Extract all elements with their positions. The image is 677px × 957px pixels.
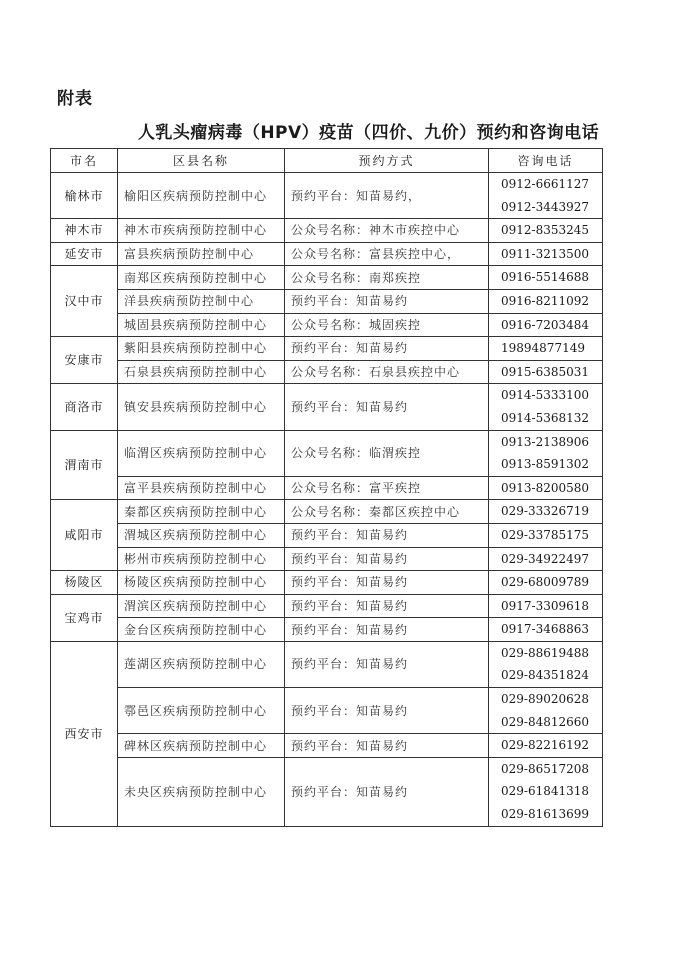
phone-cell [489, 757, 603, 826]
district-cell: 渭城区疾病预防控制中心 [118, 523, 285, 547]
phone-cell [489, 430, 603, 476]
phone-number: 0917-3468863 [501, 622, 590, 637]
phone-number: 029-33785175 [501, 527, 590, 542]
booking-method-cell: 公众号名称：秦都区疾控中心 [285, 500, 489, 524]
phone-cell [489, 219, 603, 243]
phone-cell [489, 734, 603, 758]
table-row [51, 571, 603, 595]
column-header-city: 市名 [51, 149, 118, 173]
booking-method-cell: 公众号名称：石泉县疾控中心 [285, 360, 489, 384]
phone-cell [489, 242, 603, 266]
city-cell: 杨陵区 [51, 571, 118, 595]
phone-cell [489, 500, 603, 524]
table-row [51, 594, 603, 618]
booking-method-cell: 公众号名称：临渭疾控 [285, 430, 489, 476]
phone-cell [489, 384, 603, 430]
table-row [51, 430, 603, 476]
district-cell: 富平县疾病预防控制中心 [118, 476, 285, 500]
phone-cell [489, 594, 603, 618]
phone-number: 19894877149 [501, 341, 585, 356]
city-cell: 西安市 [51, 641, 118, 826]
district-cell: 富县疾病预防控制中心 [118, 242, 285, 266]
booking-method-cell: 预约平台：知苗易约 [285, 757, 489, 826]
booking-method-cell: 公众号名称：南郑疾控 [285, 266, 489, 290]
table-row [51, 688, 603, 734]
booking-method-cell: 预约平台：知苗易约 [285, 384, 489, 430]
booking-method-cell: 预约平台：知苗易约 [285, 547, 489, 571]
booking-method-cell: 预约平台：知苗易约 [285, 289, 489, 313]
phone-number: 029-33326719 [501, 504, 590, 519]
booking-method-cell: 预约平台：知苗易约 [285, 688, 489, 734]
table-row [51, 734, 603, 758]
phone-number: 029-89020628 [501, 692, 590, 707]
booking-method-cell: 预约平台：知苗易约 [285, 734, 489, 758]
phone-cell [489, 266, 603, 290]
booking-method-cell: 预约平台：知苗易约 [285, 523, 489, 547]
booking-method-cell: 预约平台：知苗易约 [285, 571, 489, 595]
vaccine-contact-table [50, 148, 603, 827]
district-cell: 莲湖区疾病预防控制中心 [118, 641, 285, 687]
phone-cell [489, 173, 603, 219]
table-row [51, 641, 603, 687]
booking-method-cell: 预约平台：知苗易约 [285, 618, 489, 642]
city-cell: 延安市 [51, 242, 118, 266]
phone-number: 0913-8591302 [501, 457, 590, 472]
phone-number: 029-84351824 [501, 668, 590, 683]
phone-cell [489, 289, 603, 313]
district-cell: 榆阳区疾病预防控制中心 [118, 173, 285, 219]
booking-method-cell: 公众号名称：神木市疾控中心 [285, 219, 489, 243]
booking-method-cell: 预约平台：知苗易约， [285, 173, 489, 219]
district-cell: 未央区疾病预防控制中心 [118, 757, 285, 826]
district-cell: 鄠邑区疾病预防控制中心 [118, 688, 285, 734]
phone-number: 0916-5514688 [501, 270, 590, 285]
district-cell: 秦都区疾病预防控制中心 [118, 500, 285, 524]
document-title: 人乳头瘤病毒（HPV）疫苗（四价、九价）预约和咨询电话 [137, 123, 600, 143]
city-cell: 汉中市 [51, 266, 118, 337]
table-row [51, 500, 603, 524]
phone-cell [489, 618, 603, 642]
district-cell: 紫阳县疾病预防控制中心 [118, 337, 285, 361]
phone-number: 029-68009789 [501, 575, 590, 590]
phone-number: 0914-5368132 [501, 410, 590, 425]
table-row [51, 266, 603, 290]
column-header-method: 预约方式 [285, 149, 489, 173]
table-row [51, 337, 603, 361]
table-row [51, 757, 603, 826]
phone-number: 0916-7203484 [501, 317, 590, 332]
phone-number: 029-34922497 [501, 551, 590, 566]
table-row [51, 242, 603, 266]
phone-cell [489, 688, 603, 734]
district-cell: 南郑区疾病预防控制中心 [118, 266, 285, 290]
district-cell: 临渭区疾病预防控制中心 [118, 430, 285, 476]
table-row [51, 360, 603, 384]
table-header-row [51, 149, 603, 173]
phone-cell [489, 547, 603, 571]
table-row [51, 547, 603, 571]
phone-number: 0912-8353245 [501, 223, 590, 238]
district-cell: 城固县疾病预防控制中心 [118, 313, 285, 337]
booking-method-cell: 预约平台：知苗易约 [285, 337, 489, 361]
table-row [51, 618, 603, 642]
phone-cell [489, 641, 603, 687]
phone-number: 0913-2138906 [501, 434, 590, 449]
phone-cell [489, 360, 603, 384]
phone-number: 029-86517208 [501, 761, 590, 776]
district-cell: 杨陵区疾病预防控制中心 [118, 571, 285, 595]
phone-number: 029-88619488 [501, 645, 590, 660]
phone-number: 0911-3213500 [501, 246, 590, 261]
table-row [51, 384, 603, 430]
table-row [51, 173, 603, 219]
phone-number: 0914-5333100 [501, 388, 590, 403]
booking-method-cell: 预约平台：知苗易约 [285, 641, 489, 687]
table-body [51, 173, 603, 827]
phone-cell [489, 523, 603, 547]
table-row [51, 289, 603, 313]
phone-cell [489, 571, 603, 595]
city-cell: 商洛市 [51, 384, 118, 430]
district-cell: 石泉县疾病预防控制中心 [118, 360, 285, 384]
phone-number: 0912-3443927 [501, 199, 590, 214]
city-cell: 咸阳市 [51, 500, 118, 571]
phone-cell [489, 313, 603, 337]
phone-number: 0913-8200580 [501, 480, 590, 495]
phone-number: 0916-8211092 [501, 293, 590, 308]
table-row [51, 523, 603, 547]
phone-number: 029-84812660 [501, 714, 590, 729]
column-header-phone: 咨询电话 [489, 149, 603, 173]
table-row [51, 313, 603, 337]
phone-number: 0917-3309618 [501, 598, 590, 613]
district-cell: 金台区疾病预防控制中心 [118, 618, 285, 642]
booking-method-cell: 公众号名称：富县疾控中心， [285, 242, 489, 266]
district-cell: 渭滨区疾病预防控制中心 [118, 594, 285, 618]
city-cell: 榆林市 [51, 173, 118, 219]
district-cell: 神木市疾病预防控制中心 [118, 219, 285, 243]
district-cell: 彬州市疾病预防控制中心 [118, 547, 285, 571]
phone-cell [489, 337, 603, 361]
annex-label: 附表 [57, 89, 93, 109]
table-row [51, 476, 603, 500]
district-cell: 碑林区疾病预防控制中心 [118, 734, 285, 758]
district-cell: 洋县疾病预防控制中心 [118, 289, 285, 313]
city-cell: 宝鸡市 [51, 594, 118, 641]
city-cell: 安康市 [51, 337, 118, 384]
phone-number: 0912-6661127 [501, 177, 590, 191]
city-cell: 渭南市 [51, 430, 118, 500]
city-cell: 神木市 [51, 219, 118, 243]
phone-number: 029-81613699 [501, 807, 590, 822]
booking-method-cell: 公众号名称：城固疾控 [285, 313, 489, 337]
phone-cell [489, 476, 603, 500]
column-header-district: 区县名称 [118, 149, 285, 173]
phone-number: 029-82216192 [501, 738, 590, 753]
phone-number: 0915-6385031 [501, 364, 590, 379]
district-cell: 镇安县疾病预防控制中心 [118, 384, 285, 430]
booking-method-cell: 公众号名称：富平疾控 [285, 476, 489, 500]
booking-method-cell: 预约平台：知苗易约 [285, 594, 489, 618]
table-row [51, 219, 603, 243]
phone-number: 029-61841318 [501, 784, 590, 799]
